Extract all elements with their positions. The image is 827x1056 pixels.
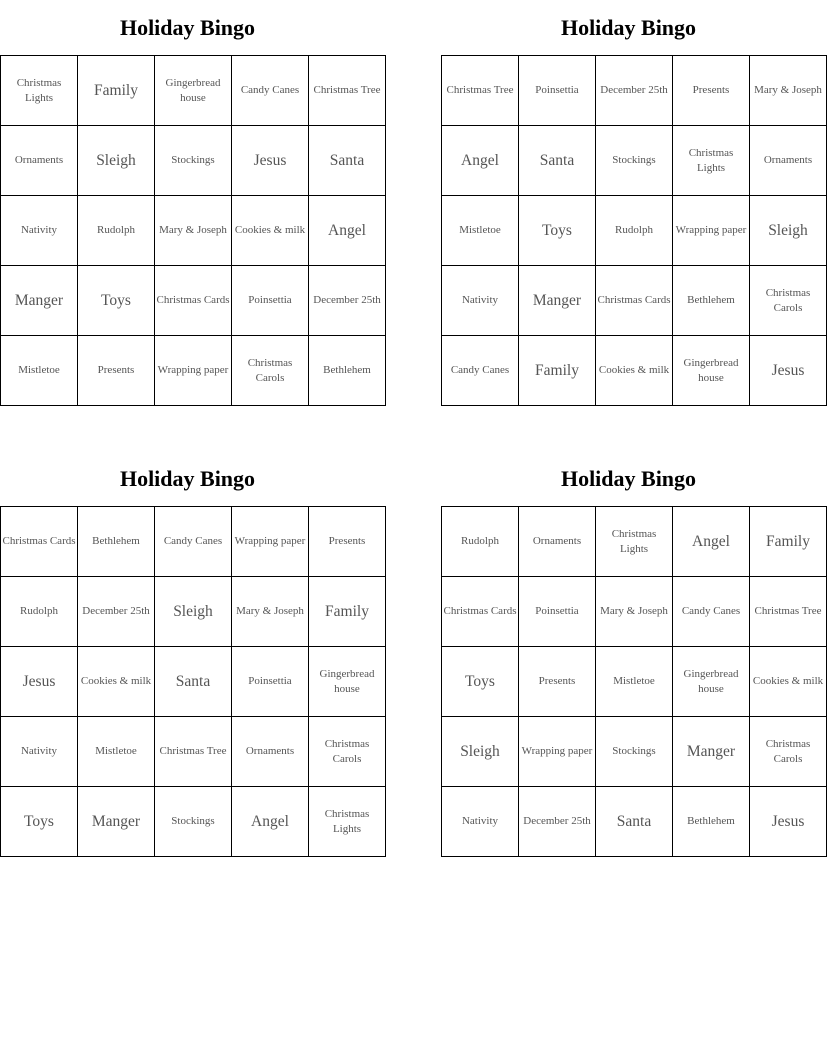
bingo-cell: Manger (1, 266, 78, 336)
bingo-cell: Sleigh (155, 577, 232, 647)
bingo-cell: Nativity (442, 787, 519, 857)
bingo-grid (0, 55, 386, 406)
bingo-cell: Rudolph (78, 196, 155, 266)
bingo-cell: Mary & Joseph (750, 56, 827, 126)
bingo-row (442, 336, 827, 406)
bingo-card-1 (0, 0, 381, 406)
bingo-cell: Wrapping paper (232, 507, 309, 577)
bingo-cell: Christmas Tree (309, 56, 386, 126)
bingo-card-4 (441, 451, 824, 857)
bingo-cell: Manger (519, 266, 596, 336)
bingo-cell: Christmas Cards (155, 266, 232, 336)
bingo-cell: Candy Canes (155, 507, 232, 577)
bingo-cell: Mary & Joseph (232, 577, 309, 647)
bingo-cell: Mistletoe (442, 196, 519, 266)
card-title: Holiday Bingo (119, 466, 256, 491)
bingo-row (442, 56, 827, 126)
bingo-cell: Family (750, 507, 827, 577)
bingo-cell: Angel (442, 126, 519, 196)
bingo-cell: Stockings (155, 126, 232, 196)
bingo-cell: Christmas Lights (1, 56, 78, 126)
bingo-cell: Rudolph (596, 196, 673, 266)
bingo-cell: December 25th (596, 56, 673, 126)
bingo-cell: Jesus (1, 647, 78, 717)
bingo-cell: Christmas Lights (309, 787, 386, 857)
bingo-cell: Gingerbread house (155, 56, 232, 126)
bingo-cell: Christmas Carols (750, 717, 827, 787)
bingo-cell: Mistletoe (596, 647, 673, 717)
bingo-cell: Bethlehem (673, 787, 750, 857)
bingo-cell: Manger (78, 787, 155, 857)
bingo-row (442, 647, 827, 717)
bingo-cell: Presents (673, 56, 750, 126)
bingo-cell: Mary & Joseph (596, 577, 673, 647)
bingo-cell: Christmas Carols (750, 266, 827, 336)
bingo-cell: Cookies & milk (232, 196, 309, 266)
bingo-row (1, 507, 386, 577)
bingo-cell: Christmas Tree (750, 577, 827, 647)
bingo-cell: Toys (519, 196, 596, 266)
bingo-cell: Ornaments (519, 507, 596, 577)
bingo-cell: December 25th (309, 266, 386, 336)
bingo-cell: Gingerbread house (309, 647, 386, 717)
card-title: Holiday Bingo (560, 15, 697, 40)
card-title: Holiday Bingo (119, 15, 256, 40)
bingo-grid (441, 55, 827, 406)
bingo-cell: Christmas Carols (309, 717, 386, 787)
bingo-cell: Angel (309, 196, 386, 266)
bingo-cell: December 25th (78, 577, 155, 647)
bingo-cell: Stockings (596, 126, 673, 196)
bingo-row (1, 787, 386, 857)
bingo-row (1, 647, 386, 717)
bingo-row (442, 196, 827, 266)
bingo-cell: Sleigh (442, 717, 519, 787)
bingo-cell: Santa (155, 647, 232, 717)
bingo-cell: Sleigh (78, 126, 155, 196)
card-title: Holiday Bingo (560, 466, 697, 491)
bingo-cell: Santa (519, 126, 596, 196)
bingo-cell: Nativity (1, 196, 78, 266)
bingo-cell: Poinsettia (519, 577, 596, 647)
bingo-cell: December 25th (519, 787, 596, 857)
bingo-row (1, 336, 386, 406)
bingo-row (1, 56, 386, 126)
bingo-cell: Candy Canes (232, 56, 309, 126)
bingo-row (442, 507, 827, 577)
bingo-row (442, 717, 827, 787)
bingo-cell: Toys (1, 787, 78, 857)
bingo-cell: Rudolph (442, 507, 519, 577)
bingo-cell: Christmas Lights (673, 126, 750, 196)
bingo-cell: Stockings (155, 787, 232, 857)
bingo-cell: Christmas Lights (596, 507, 673, 577)
bingo-card-2 (441, 0, 822, 406)
bingo-cell: Presents (309, 507, 386, 577)
bingo-cell: Santa (309, 126, 386, 196)
bingo-card-3 (0, 451, 375, 857)
bingo-cell: Poinsettia (232, 266, 309, 336)
bingo-cell: Wrapping paper (155, 336, 232, 406)
bingo-cell: Candy Canes (442, 336, 519, 406)
bingo-cell: Cookies & milk (78, 647, 155, 717)
bingo-cell: Bethlehem (78, 507, 155, 577)
bingo-cell: Christmas Cards (442, 577, 519, 647)
bingo-cell: Cookies & milk (750, 647, 827, 717)
bingo-cell: Rudolph (1, 577, 78, 647)
bingo-grid (0, 506, 386, 857)
bingo-cell: Toys (442, 647, 519, 717)
bingo-cell: Family (519, 336, 596, 406)
bingo-cell: Christmas Cards (596, 266, 673, 336)
bingo-cell: Presents (519, 647, 596, 717)
bingo-row (1, 577, 386, 647)
bingo-cell: Poinsettia (519, 56, 596, 126)
bingo-row (1, 126, 386, 196)
bingo-cell: Stockings (596, 717, 673, 787)
bingo-row (1, 266, 386, 336)
bingo-row (442, 577, 827, 647)
bingo-cell: Gingerbread house (673, 336, 750, 406)
bingo-cell: Bethlehem (309, 336, 386, 406)
bingo-cell: Jesus (232, 126, 309, 196)
bingo-cell: Family (78, 56, 155, 126)
bingo-cell: Bethlehem (673, 266, 750, 336)
bingo-row (442, 266, 827, 336)
bingo-cell: Ornaments (232, 717, 309, 787)
bingo-cell: Jesus (750, 336, 827, 406)
bingo-cell: Sleigh (750, 196, 827, 266)
bingo-grid (441, 506, 827, 857)
bingo-cell: Toys (78, 266, 155, 336)
bingo-cell: Gingerbread house (673, 647, 750, 717)
bingo-cell: Mary & Joseph (155, 196, 232, 266)
bingo-cell: Candy Canes (673, 577, 750, 647)
bingo-cell: Christmas Cards (1, 507, 78, 577)
bingo-row (442, 787, 827, 857)
bingo-cell: Mistletoe (1, 336, 78, 406)
bingo-cell: Santa (596, 787, 673, 857)
bingo-cell: Wrapping paper (519, 717, 596, 787)
bingo-row (442, 126, 827, 196)
bingo-cell: Christmas Carols (232, 336, 309, 406)
bingo-cell: Presents (78, 336, 155, 406)
bingo-cell: Mistletoe (78, 717, 155, 787)
bingo-cell: Ornaments (750, 126, 827, 196)
bingo-cell: Christmas Tree (442, 56, 519, 126)
bingo-cell: Jesus (750, 787, 827, 857)
bingo-cell: Family (309, 577, 386, 647)
bingo-cell: Angel (232, 787, 309, 857)
bingo-cell: Angel (673, 507, 750, 577)
bingo-row (1, 196, 386, 266)
bingo-cell: Ornaments (1, 126, 78, 196)
bingo-cell: Poinsettia (232, 647, 309, 717)
bingo-cell: Christmas Tree (155, 717, 232, 787)
bingo-cell: Nativity (442, 266, 519, 336)
bingo-cell: Cookies & milk (596, 336, 673, 406)
bingo-cell: Wrapping paper (673, 196, 750, 266)
bingo-cell: Nativity (1, 717, 78, 787)
bingo-cell: Manger (673, 717, 750, 787)
bingo-row (1, 717, 386, 787)
